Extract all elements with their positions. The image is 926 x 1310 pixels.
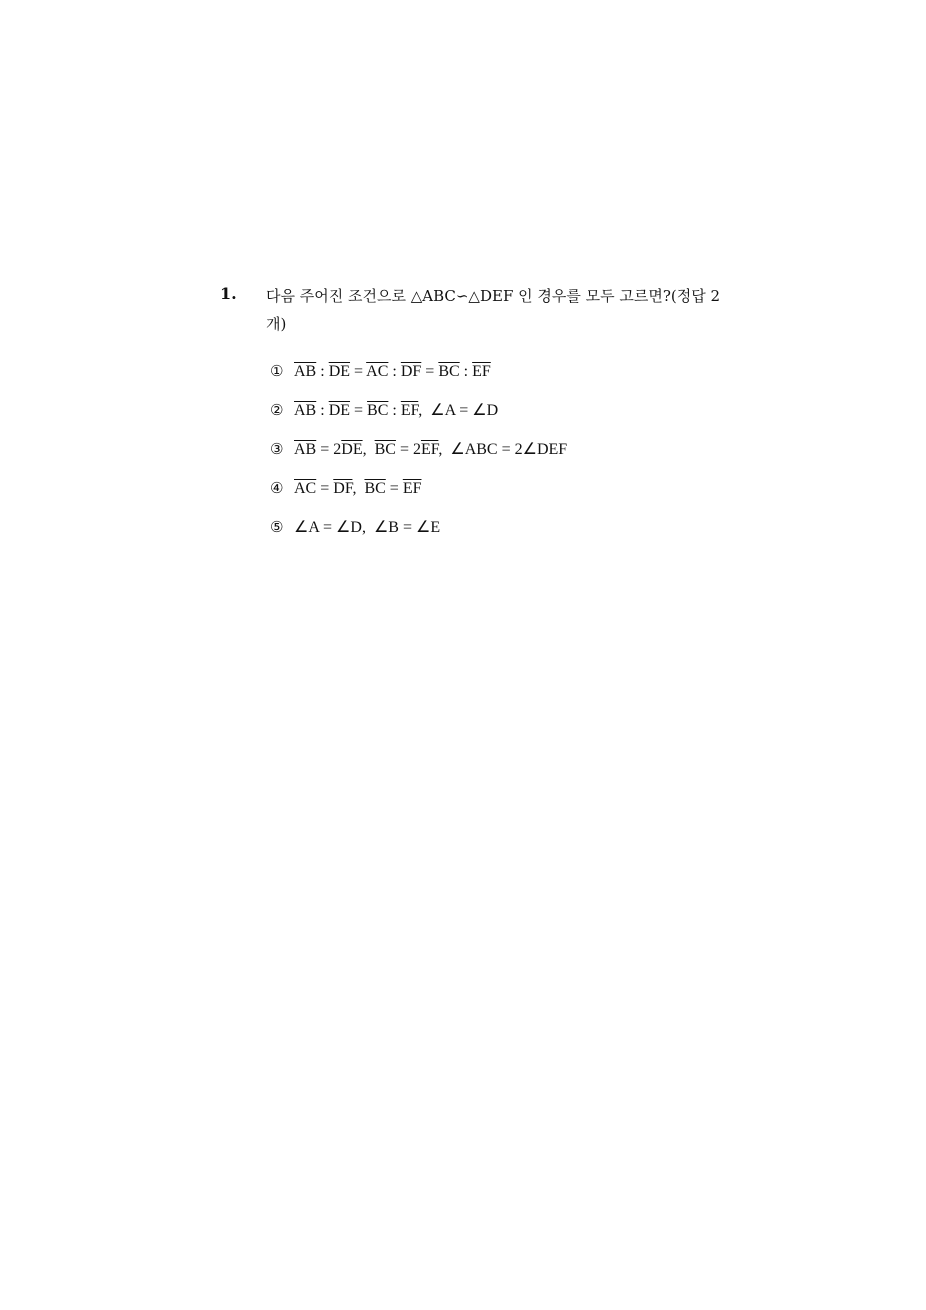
- segment-ef: $\overline{EF}$: [472, 363, 491, 380]
- choice-text: :: [316, 402, 329, 419]
- segment-ab: $\overline{AB}$: [294, 441, 317, 458]
- choice-text: = 2: [395, 441, 421, 458]
- segment-ab: $\overline{AB}$: [294, 363, 317, 380]
- segment-ac: $\overline{AC}$: [294, 480, 317, 497]
- choice-text: =: [350, 363, 367, 380]
- problem-1: [220, 282, 750, 555]
- choice-text: =: [350, 402, 368, 419]
- choice-text: :: [388, 363, 401, 380]
- question-stem: [266, 282, 750, 338]
- choice-text: ,: [362, 441, 375, 458]
- segment-ac: $\overline{AC}$: [366, 363, 389, 380]
- segment-ef: $\overline{EF}$: [402, 480, 422, 497]
- choice-text: :: [388, 402, 401, 419]
- segment-bc: $\overline{BC}$: [438, 363, 460, 380]
- segment-bc: $\overline{BC}$: [374, 441, 396, 458]
- segment-bc: $\overline{BC}$: [367, 402, 389, 419]
- question-stem-line-1: 다음 주어진 조건으로 △ABC∽△DEF 인 경우를 모두 고르면?(정답 2: [266, 287, 721, 305]
- choice-text: =: [421, 363, 439, 380]
- choice-marker: ⑤: [270, 518, 284, 536]
- question-number: 1.: [220, 284, 237, 303]
- choice-1[interactable]: [270, 360, 750, 399]
- choice-marker: ④: [270, 479, 284, 497]
- segment-ef: $\overline{EF}$: [400, 402, 419, 419]
- choice-4[interactable]: [270, 477, 750, 516]
- choice-text: =: [316, 480, 334, 497]
- segment-df: $\overline{DF}$: [333, 480, 353, 497]
- question-stem-line-2: 개): [266, 315, 287, 333]
- choice-text: , ∠A = ∠D: [418, 402, 499, 419]
- choice-marker: ③: [270, 440, 284, 458]
- choice-marker: ①: [270, 362, 284, 380]
- choice-5[interactable]: [270, 516, 750, 555]
- segment-ab: $\overline{AB}$: [294, 402, 317, 419]
- choice-text: , ∠ABC = 2∠DEF: [438, 441, 568, 458]
- choice-text: ,: [352, 480, 365, 497]
- segment-df: $\overline{DF}$: [400, 363, 422, 380]
- segment-de: $\overline{DE}$: [341, 441, 363, 458]
- segment-ef: $\overline{EF}$: [420, 441, 439, 458]
- choice-text: =: [385, 480, 403, 497]
- choice-3[interactable]: [270, 438, 750, 477]
- choice-text: ∠A = ∠D, ∠B = ∠E: [294, 519, 441, 536]
- choice-text: :: [459, 363, 473, 380]
- segment-de: $\overline{DE}$: [328, 402, 351, 419]
- choice-text: = 2: [316, 441, 342, 458]
- segment-bc: $\overline{BC}$: [364, 480, 386, 497]
- choice-marker: ②: [270, 401, 284, 419]
- segment-de: $\overline{DE}$: [328, 363, 351, 380]
- choice-2[interactable]: [270, 399, 750, 438]
- choice-list: [270, 360, 750, 555]
- choice-text: :: [316, 363, 329, 380]
